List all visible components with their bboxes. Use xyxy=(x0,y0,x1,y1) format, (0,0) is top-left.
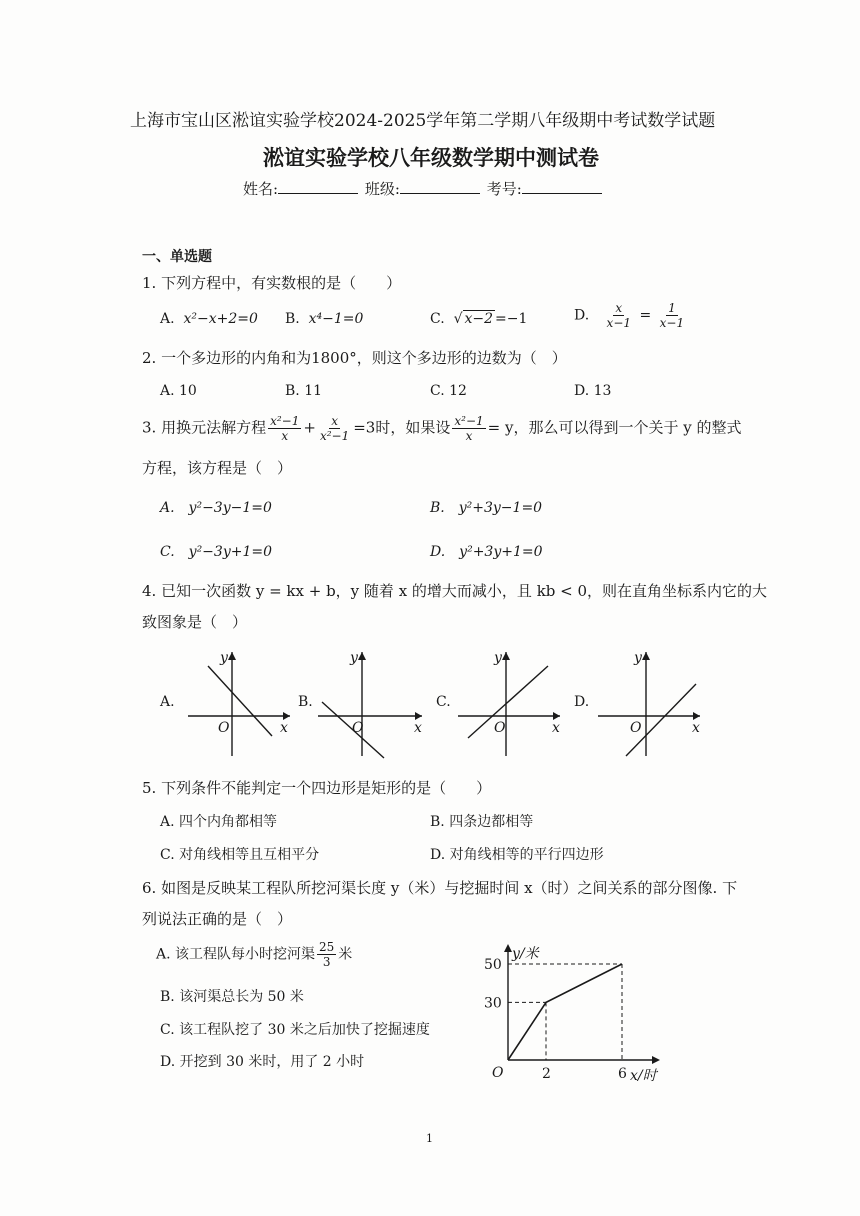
class-blank xyxy=(400,181,480,194)
q4c-x-label: x xyxy=(552,720,560,736)
q3-option-a: A. y²−3y−1=0 xyxy=(160,500,272,516)
q4b-x-label: x xyxy=(414,720,422,736)
q6-series-line xyxy=(508,964,622,1060)
class-label: 班级: xyxy=(364,180,400,198)
q2-option-d: D. 13 xyxy=(574,383,612,399)
q3-option-c: C. y²−3y+1=0 xyxy=(160,544,273,560)
q4a-label: A. xyxy=(160,694,175,710)
q6-line1: 6. 如图是反映某工程队所挖河渠长度 y（米）与挖掘时间 x（时）之间关系的部分图像. 下 xyxy=(142,879,738,897)
q1-stem: 1. 下列方程中，有实数根的是（ ） xyxy=(142,274,402,292)
q5-option-c: C. 对角线相等且互相平分 xyxy=(160,847,320,863)
exam-subtitle: 淞谊实验学校八年级数学期中测试卷 xyxy=(263,145,599,170)
q2-option-a: A. 10 xyxy=(160,383,197,399)
q4c-line xyxy=(468,666,548,738)
q4d-x-label: x xyxy=(692,720,700,736)
q4a-origin: O xyxy=(218,720,230,736)
q4b-x-arrow xyxy=(415,712,422,720)
q6-tick-y50: 50 xyxy=(484,957,502,973)
q3-option-d: D. y²+3y+1=0 xyxy=(430,544,543,560)
q4c-y-label: y xyxy=(494,650,502,666)
q4b-origin: O xyxy=(352,720,364,736)
name-label: 姓名: xyxy=(243,180,279,198)
document-title: 上海市宝山区淞谊实验学校2024-2025学年第二学期八年级期中考试数学试题 xyxy=(130,111,716,131)
page-number: 1 xyxy=(426,1132,433,1145)
q4-graph-options xyxy=(150,646,710,768)
q6-option-c: C. 该工程队挖了 30 米之后加快了挖掘速度 xyxy=(160,1022,430,1038)
q6-origin-label: O xyxy=(492,1065,504,1081)
q4b-y-arrow xyxy=(358,652,366,660)
q6-option-b: B. 该河渠总长为 50 米 xyxy=(160,989,304,1005)
q1-option-d: D. $\frac{x}{x-1}$ = $\frac{1}{x-1}$ xyxy=(574,301,685,330)
q5-option-a: A. 四个内角都相等 xyxy=(160,814,278,830)
q5-option-d: D. 对角线相等的平行四边形 xyxy=(430,847,604,863)
student-info-row xyxy=(243,178,604,199)
q4c-x-arrow xyxy=(553,712,560,720)
q6-y-arrow xyxy=(504,944,512,952)
q4d-y-label: y xyxy=(634,650,642,666)
q4a-y-arrow xyxy=(228,652,236,660)
q6-tick-x6: 6 xyxy=(618,1066,627,1082)
q4a-y-label: y xyxy=(220,650,228,666)
q2-option-b: B. 11 xyxy=(285,383,323,399)
q6-option-d: D. 开挖到 30 米时，用了 2 小时 xyxy=(160,1054,365,1070)
q4c-label: C. xyxy=(436,694,451,710)
q1-option-a: A. x²−x+2=0 xyxy=(160,311,258,327)
q4a-x-label: x xyxy=(280,720,288,736)
q6-tick-y30: 30 xyxy=(484,995,502,1012)
q5-stem: 5. 下列条件不能判定一个四边形是矩形的是（ ） xyxy=(142,779,492,797)
q2-option-c: C. 12 xyxy=(430,383,467,399)
q6-graph xyxy=(470,940,670,1090)
q4c-y-arrow xyxy=(502,652,510,660)
q3-option-b: B. y²+3y−1=0 xyxy=(430,500,543,516)
q6-x-arrow xyxy=(652,1056,660,1064)
section-heading: 一、单选题 xyxy=(142,249,212,265)
q1-option-b: B. x⁴−1=0 xyxy=(285,311,364,327)
exam-no-label: 考号: xyxy=(486,180,522,198)
q3-line1: 3. 用换元法解方程 $\frac{\text{x²−1}}{x}$ + $\frac{x}{\text{x²−1}}$ =3时，如果设 $\frac{\text{x²−1}}{x}$ = y，那么可以得到一个关于 y 的整式 xyxy=(142,414,742,443)
q4c-origin: O xyxy=(494,720,506,736)
q5-option-b: B. 四条边都相等 xyxy=(430,814,534,830)
q4d-y-arrow xyxy=(642,652,650,660)
q6-tick-x2: 2 xyxy=(542,1066,551,1082)
q6-option-a: A. 该工程队每小时挖河渠 $\frac{25}{3}$ 米 xyxy=(156,940,353,969)
q4d-label: D. xyxy=(574,694,590,710)
q2-stem: 2. 一个多边形的内角和为1800°，则这个多边形的边数为（ ） xyxy=(142,349,567,367)
name-blank xyxy=(278,181,358,194)
q1-option-c: C. √ x−2 =−1 xyxy=(430,311,528,327)
q3-line2: 方程，该方程是（ ） xyxy=(142,459,293,477)
q6-line2: 列说法正确的是（ ） xyxy=(142,910,293,928)
q4a-x-arrow xyxy=(283,712,290,720)
q4-line2: 致图象是（ ） xyxy=(142,613,248,631)
q6-x-axis-label: x/时 xyxy=(630,1068,657,1084)
q6-y-axis-label: y/米 xyxy=(512,946,539,962)
q4d-origin: O xyxy=(630,720,642,736)
exam-no-blank xyxy=(522,181,602,194)
q4d-x-arrow xyxy=(693,712,700,720)
q4b-label: B. xyxy=(298,694,313,710)
q4-line1: 4. 已知一次函数 y = kx + b，y 随着 x 的增大而减小，且 kb < 0，则在直角坐标系内它的大 xyxy=(142,582,768,600)
q4b-y-label: y xyxy=(350,650,358,666)
